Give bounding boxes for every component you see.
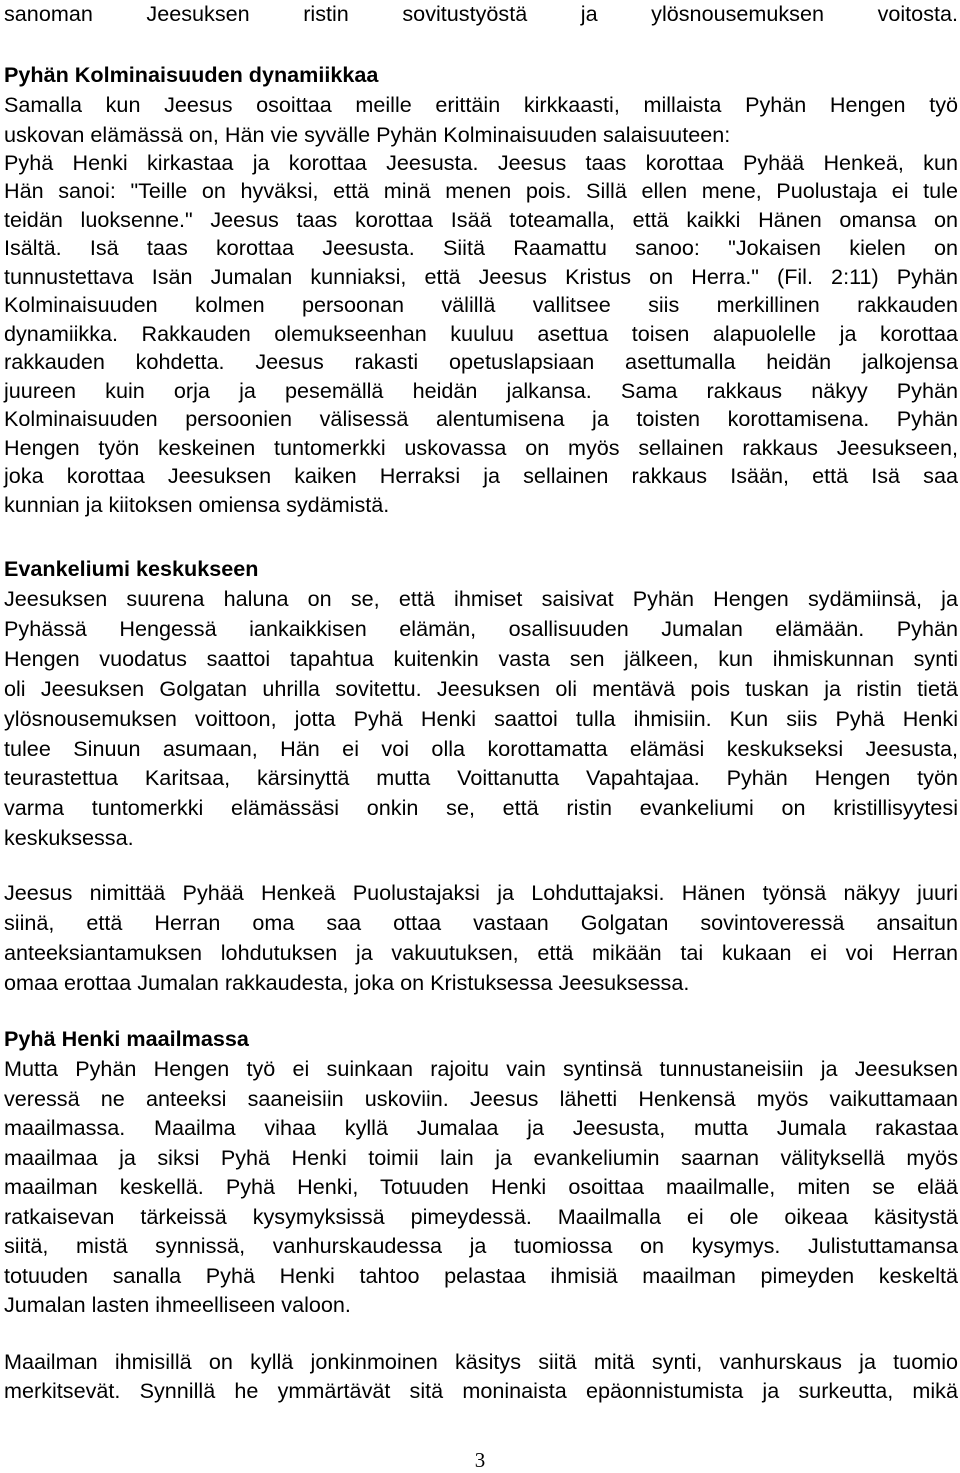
text-line: varma tuntomerkki elämässäsi onkin se, että ristin evankeliumi on kristillisyytesi xyxy=(4,795,958,820)
text-line: Kolminaisuuden kolmen persoonan välillä vallitsee siis merkillinen rakkauden xyxy=(4,292,958,317)
text-line: oli Jeesuksen Golgatan uhrilla sovitettu. Jeesuksen oli mentävä pois tuskan ja ristin tietä xyxy=(4,676,958,701)
text-line: dynamiikka. Rakkauden olemukseenhan kuuluu asettua toisen alapuolelle ja korottaa xyxy=(4,321,958,346)
text-line: Pyhässä Hengessä iankaikkisen elämän, osallisuuden Jumalan elämään. Pyhän xyxy=(4,616,958,641)
text-line: anteeksiantamuksen lohdutuksen ja vakuutuksen, että mikään tai kukaan ei voi Herran xyxy=(4,940,958,965)
text-line: tunnustettava Isän Jumalan kunniaksi, että Jeesus Kristus on Herra." (Fil. 2:11) Pyhän xyxy=(4,264,958,289)
text-line: Hengen vuodatus saattoi tapahtua kuitenkin vasta sen jälkeen, kun ihmiskunnan synti xyxy=(4,646,958,671)
text-line: sanoman Jeesuksen ristin sovitustyöstä ja ylösnousemuksen voitosta. xyxy=(4,1,958,26)
text-line: maailmassa. Maailma vihaa kyllä Jumalaa ja Jeesusta, mutta Jumala rakastaa xyxy=(4,1115,958,1140)
text-line: Samalla kun Jeesus osoittaa meille erittäin kirkkaasti, millaista Pyhän Hengen työ xyxy=(4,92,958,117)
text-line: veressä ne anteeksi saaneisiin uskoviin. Jeesus lähetti Henkensä myös vaikuttamaan xyxy=(4,1086,958,1111)
text-line: uskovan elämässä on, Hän vie syvälle Pyhän Kolminaisuuden salaisuuteen: xyxy=(4,122,731,147)
text-line: juureen kuin orja ja pesemällä heidän jalkansa. Sama rakkaus näkyy Pyhän xyxy=(4,378,958,403)
section-heading: Pyhä Henki maailmassa xyxy=(4,1026,249,1051)
text-line: keskuksessa. xyxy=(4,825,134,850)
text-line: totuuden sanalla Pyhä Henki tahtoo pelastaa ihmisiä maailman pimeyden keskeltä xyxy=(4,1263,958,1288)
text-line: tulee Sinuun asumaan, Hän ei voi olla korottamatta elämäsi keskukseksi Jeesusta, xyxy=(4,736,958,761)
text-line: ylösnousemuksen voittoon, jotta Pyhä Henki saattoi tulla ihmisiin. Kun siis Pyhä Henki xyxy=(4,706,958,731)
text-line: Jeesus nimittää Pyhää Henkeä Puolustajaksi ja Lohduttajaksi. Hänen työnsä näkyy juuri xyxy=(4,880,958,905)
text-line: Isältä. Isä taas korottaa Jeesusta. Siitä Raamattu sanoo: "Jokaisen kielen on xyxy=(4,235,958,260)
page-number: 3 xyxy=(474,1448,486,1472)
text-line: rakkauden kohdetta. Jeesus rakasti opetuslapsiaan asettumalla heidän jalkojensa xyxy=(4,349,958,374)
text-line: Hengen työn keskeinen tuntomerkki uskovassa on myös sellainen rakkaus Jeesukseen, xyxy=(4,435,958,460)
text-line: Pyhä Henki kirkastaa ja korottaa Jeesusta. Jeesus taas korottaa Pyhää Henkeä, kun xyxy=(4,150,958,175)
text-line: teidän luoksenne." Jeesus taas korottaa Isää toteamalla, että kaikki Hänen omansa on xyxy=(4,207,958,232)
text-line: merkitsevät. Synnillä he ymmärtävät sitä moninaista epäonnistumista ja surkeutta, mikä xyxy=(4,1378,958,1403)
text-line: Kolminaisuuden persoonien välisessä alentumisena ja toisten korottamisena. Pyhän xyxy=(4,406,958,431)
text-line: Hän sanoi: "Teille on hyväksi, että minä menen pois. Sillä ellen mene, Puolustaja ei tule xyxy=(4,178,958,203)
text-line: joka korottaa Jeesuksen kaiken Herraksi ja sellainen rakkaus Isään, että Isä saa xyxy=(4,463,958,488)
section-heading: Pyhän Kolminaisuuden dynamiikkaa xyxy=(4,62,379,87)
text-line: Jeesuksen suurena haluna on se, että ihmiset saisivat Pyhän Hengen sydämiinsä, ja xyxy=(4,586,958,611)
text-line: Maailman ihmisillä on kyllä jonkinmoinen käsitys siitä mitä synti, vanhurskaus ja tuomio xyxy=(4,1349,958,1374)
text-line: siinä, että Herran oma saa ottaa vastaan Golgatan sovintoveressä ansaitun xyxy=(4,910,958,935)
text-line: Mutta Pyhän Hengen työ ei suinkaan rajoitu vain syntinsä tunnustaneisiin ja Jeesuksen xyxy=(4,1056,958,1081)
text-line: teurastettua Karitsaa, kärsinyttä mutta Voittanutta Vapahtajaa. Pyhän Hengen työn xyxy=(4,765,958,790)
text-line: ratkaisevan tärkeissä kysymyksissä pimeydessä. Maailmalla ei ole oikeaa käsitystä xyxy=(4,1204,958,1229)
text-line: maailmaa ja siksi Pyhä Henki toimii lain ja evankeliumin saarnan välityksellä myös xyxy=(4,1145,958,1170)
text-line: omaa erottaa Jumalan rakkaudesta, joka on Kristuksessa Jeesuksessa. xyxy=(4,970,690,995)
text-line: maailman keskellä. Pyhä Henki, Totuuden Henki osoittaa maailmalle, miten se elää xyxy=(4,1174,958,1199)
text-line: kunnian ja kiitoksen omiensa sydämistä. xyxy=(4,492,390,517)
text-line: Jumalan lasten ihmeelliseen valoon. xyxy=(4,1292,351,1317)
text-line: siitä, mistä synnissä, vanhurskaudessa ja tuomiossa on kysymys. Julistuttamansa xyxy=(4,1233,958,1258)
section-heading: Evankeliumi keskukseen xyxy=(4,556,259,581)
